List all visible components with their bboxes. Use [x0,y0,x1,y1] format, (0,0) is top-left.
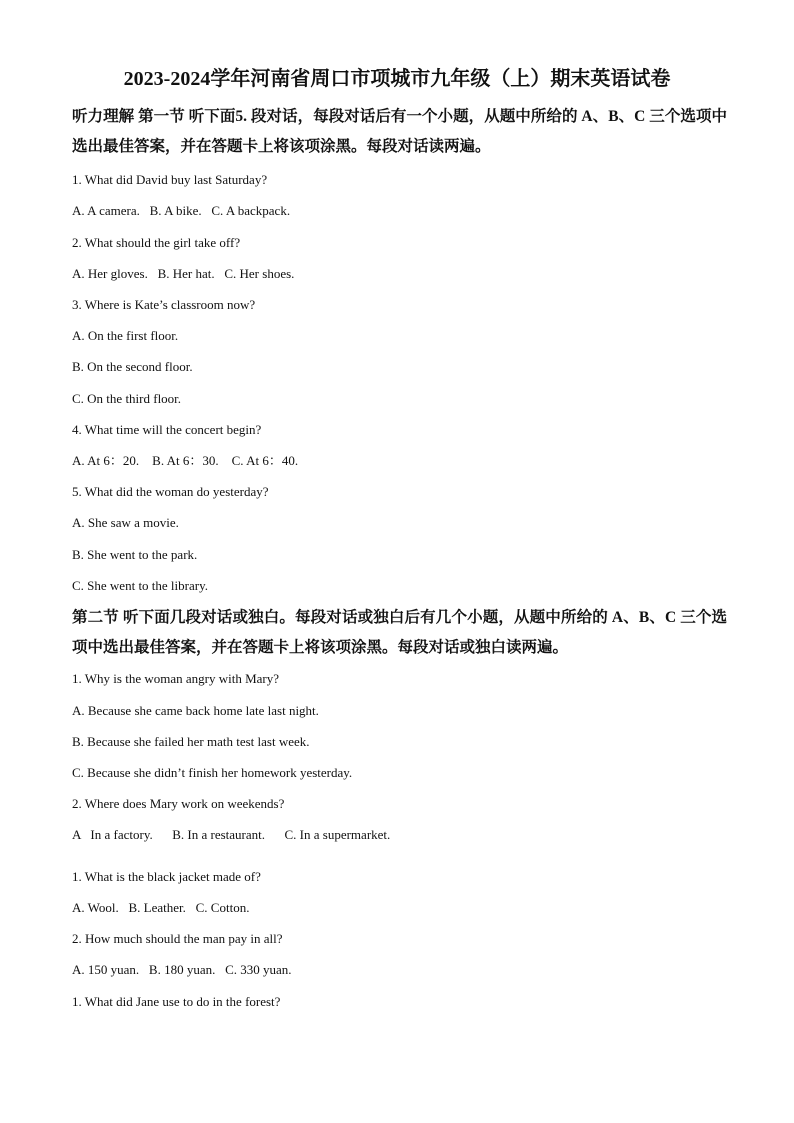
answer-line: A. She saw a movie. [72,515,179,530]
answer-line: A In a factory. B. In a restaurant. C. In a supermarket. [72,827,391,842]
answer-line: A. 150 yuan. B. 180 yuan. C. 330 yuan. [72,962,292,977]
question-line: 2. What should the girl take off? [72,235,241,250]
answer-line: C. On the third floor. [72,391,182,406]
question-line: 1. What did David buy last Saturday? [72,172,268,187]
question-line: 2. Where does Mary work on weekends? [72,796,285,811]
question-line: 2. How much should the man pay in all? [72,931,283,946]
question-line: 4. What time will the concert begin? [72,422,262,437]
answer-line: A. A camera. B. A bike. C. A backpack. [72,203,291,218]
section2-instructions: 第二节 听下面几段对话或独白。每段对话或独白后有几个小题，从题中所给的 A、B、C 三个选项中选出最佳答案，并在答题卡上将该项涂黑。每段对话或独白读两遍。 [72,609,727,656]
question-line: 1. Why is the woman angry with Mary? [72,671,279,686]
question-line: 1. What did Jane use to do in the forest? [72,994,281,1009]
question-line: 3. Where is Kate’s classroom now? [72,297,256,312]
answer-line: C. Because she didn’t finish her homework yesterday. [72,765,353,780]
question-line: 5. What did the woman do yesterday? [72,484,269,499]
answer-line: B. Because she failed her math test last week. [72,734,310,749]
answer-line: A. Her gloves. B. Her hat. C. Her shoes. [72,266,295,281]
answer-line: B. She went to the park. [72,547,198,562]
answer-line: A. At 6：20. B. At 6：30. C. At 6：40. [72,453,299,468]
answer-line: B. On the second floor. [72,359,193,374]
section1-instructions: 听力理解 第一节 听下面5. 段对话，每段对话后有一个小题，从题中所给的 A、B、C 三个选项中选出最佳答案，并在答题卡上将该项涂黑。每段对话读两遍。 [72,108,727,155]
answer-line: A. On the first floor. [72,328,179,343]
answer-line: A. Wool. B. Leather. C. Cotton. [72,900,250,915]
page-title: 2023-2024学年河南省周口市项城市九年级（上）期末英语试卷 [123,68,671,90]
question-line: 1. What is the black jacket made of? [72,869,261,884]
answer-line: A. Because she came back home late last night. [72,703,319,718]
answer-line: C. She went to the library. [72,578,208,593]
